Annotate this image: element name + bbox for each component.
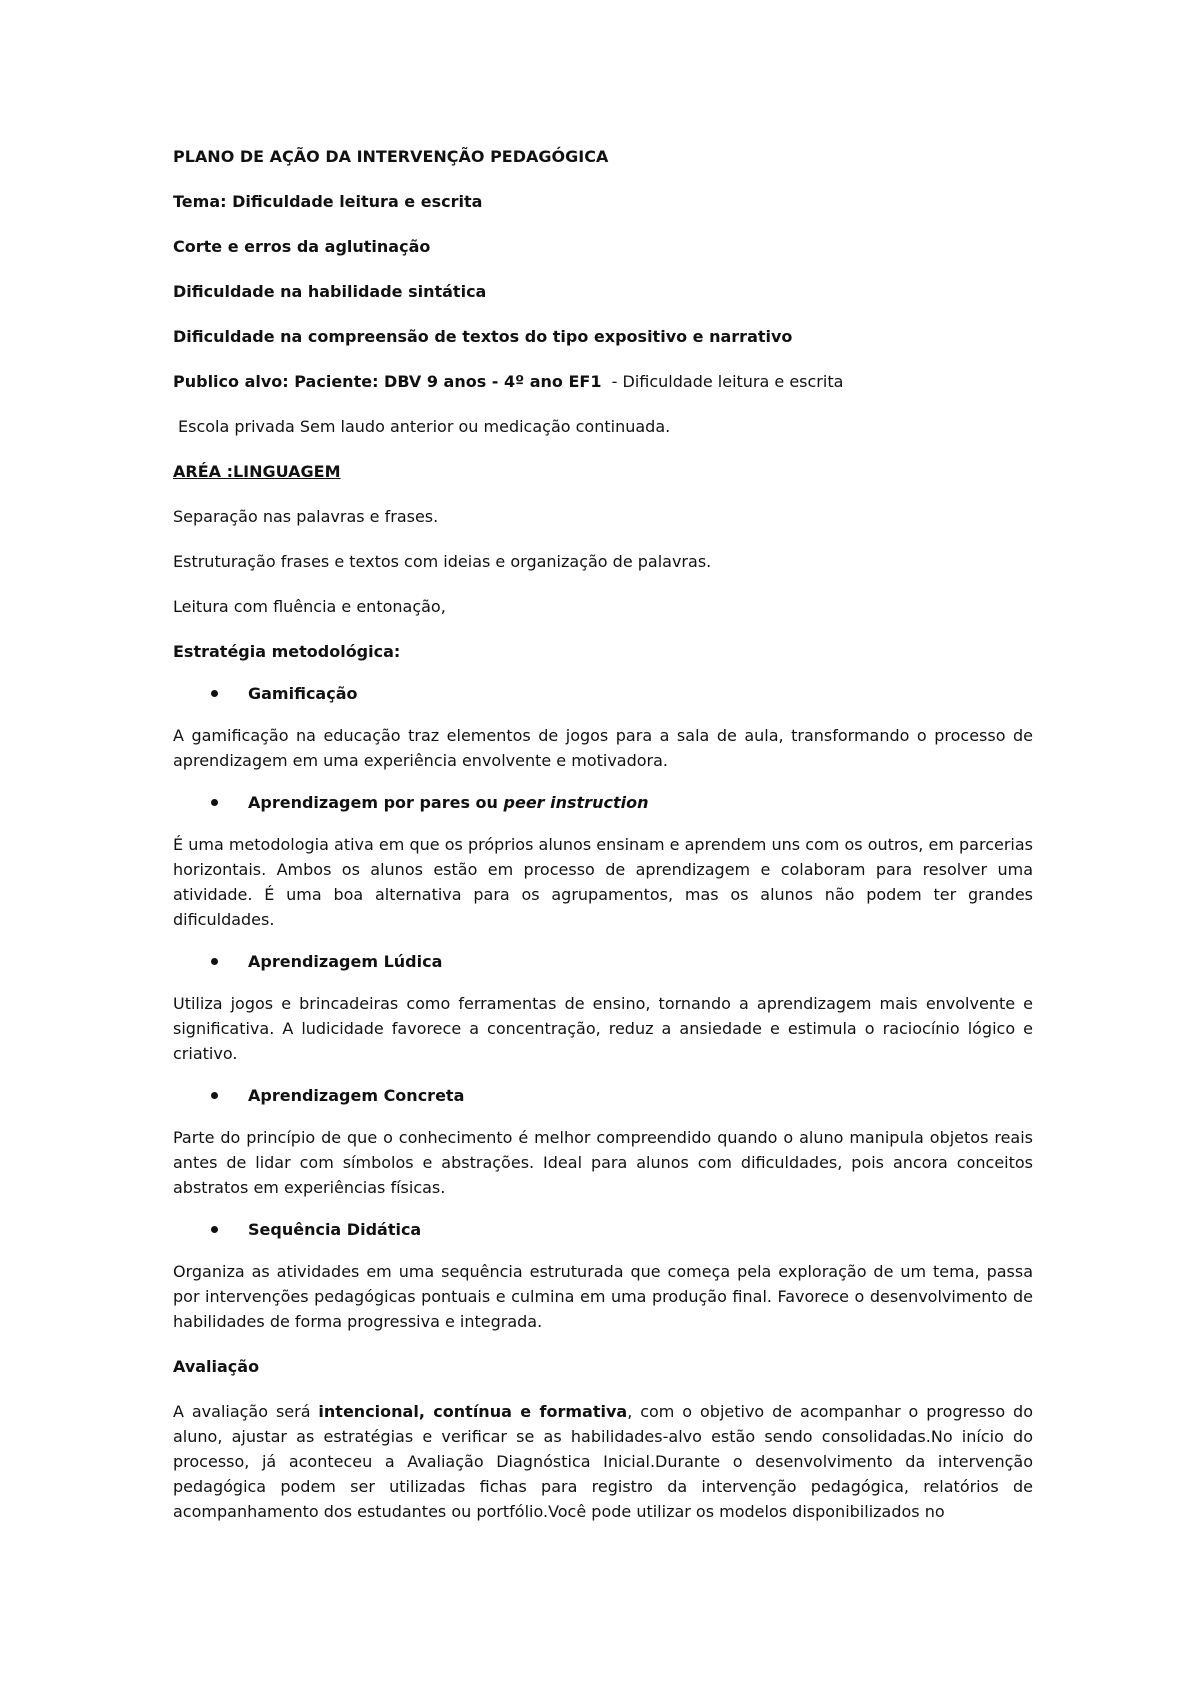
bullet-label-text: Aprendizagem por pares ou (248, 793, 504, 812)
difficulty-item-3: Dificuldade na compreensão de textos do tipo expositivo e narrativo (173, 327, 793, 346)
avaliacao-heading: Avaliação (173, 1357, 260, 1376)
bullet-label: Gamificação (248, 684, 358, 703)
difficulty-item-1: Corte e erros da aglutinação (173, 237, 431, 256)
concreta-text: Parte do princípio de que o conhecimento é melhor compreendido quando o aluno manipula objetos reais antes de lidar com símbolos e abstrações. Ideal para alunos com dificuldades, pois ancora conceitos abstratos em experiências físicas. (173, 1128, 1033, 1197)
pares-text: É uma metodologia ativa em que os próprios alunos ensinam e aprendem uns com os outros, em parcerias horizontais. Ambos os alunos estão em processo de aprendizagem e colaboram para resolver uma atividade. É uma boa alternativa para os agrupamentos, mas os alunos não podem ter grandes dificuldades. (173, 835, 1033, 929)
bullet-label: Aprendizagem Lúdica (248, 952, 443, 971)
avaliacao-text-end: , com o objetivo de acompanhar o progresso do aluno, ajustar as estratégias e verificar se as habilidades-alvo estão sendo consolidadas.No início do processo, já aconteceu a Avaliação Diagnóstica Inicial.Durante o desenvolvimento da intervenção pedagógica podem ser utilizadas fichas para registro da intervenção pedagógica, relatórios de acompanhamento dos estudantes ou portfólio.Você pode utilizar os modelos disponibilizados no (173, 1402, 1033, 1521)
bullet-icon (211, 690, 218, 697)
area-heading: ARÉA :LINGUAGEM (173, 462, 341, 481)
bullet-label: Aprendizagem Concreta (248, 1086, 465, 1105)
bullet-icon (211, 1226, 218, 1233)
bullet-icon (211, 1092, 218, 1099)
publico-alvo-detail: - Dificuldade leitura e escrita (601, 372, 844, 391)
sequencia-text: Organiza as atividades em uma sequência estruturada que começa pela exploração de um tema, passa por intervenções pedagógicas pontuais e culmina em uma produção final. Favorece o desenvolvimento de habilidades de forma progressiva e integrada. (173, 1262, 1033, 1331)
bullet-label: Sequência Didática (248, 1220, 422, 1239)
document-body (173, 144, 1033, 1524)
escola-line: Escola privada Sem laudo anterior ou medicação continuada. (178, 417, 671, 436)
estrategia-heading: Estratégia metodológica: (173, 642, 401, 661)
bullet-gamificacao (211, 684, 1033, 703)
bullet-label-italic: peer instruction (503, 793, 649, 812)
document-title: PLANO DE AÇÃO DA INTERVENÇÃO PEDAGÓGICA (173, 147, 609, 166)
area-item-2: Estruturação frases e textos com ideias e organização de palavras. (173, 552, 712, 571)
bullet-icon (211, 799, 218, 806)
bullet-label (248, 793, 648, 812)
avaliacao-text (173, 1399, 1033, 1524)
tema-line: Tema: Dificuldade leitura e escrita (173, 192, 483, 211)
area-item-1: Separação nas palavras e frases. (173, 507, 439, 526)
bullet-aprendizagem-pares (211, 793, 1033, 812)
bullet-sequencia-didatica (211, 1220, 1033, 1239)
avaliacao-text-start: A avaliação será (173, 1402, 319, 1421)
bullet-icon (211, 958, 218, 965)
gamificacao-text: A gamificação na educação traz elementos de jogos para a sala de aula, transformando o processo de aprendizagem em uma experiência envolvente e motivadora. (173, 726, 1033, 770)
bullet-aprendizagem-concreta (211, 1086, 1033, 1105)
difficulty-item-2: Dificuldade na habilidade sintática (173, 282, 487, 301)
publico-alvo-line (173, 369, 1033, 394)
bullet-aprendizagem-ludica (211, 952, 1033, 971)
publico-alvo-label: Publico alvo: Paciente: DBV 9 anos - 4º ano EF1 (173, 372, 602, 391)
avaliacao-text-bold: intencional, contínua e formativa (318, 1402, 628, 1421)
ludica-text: Utiliza jogos e brincadeiras como ferramentas de ensino, tornando a aprendizagem mais envolvente e significativa. A ludicidade favorece a concentração, reduz a ansiedade e estimula o raciocínio lógico e criativo. (173, 994, 1033, 1063)
area-item-3: Leitura com fluência e entonação, (173, 597, 446, 616)
